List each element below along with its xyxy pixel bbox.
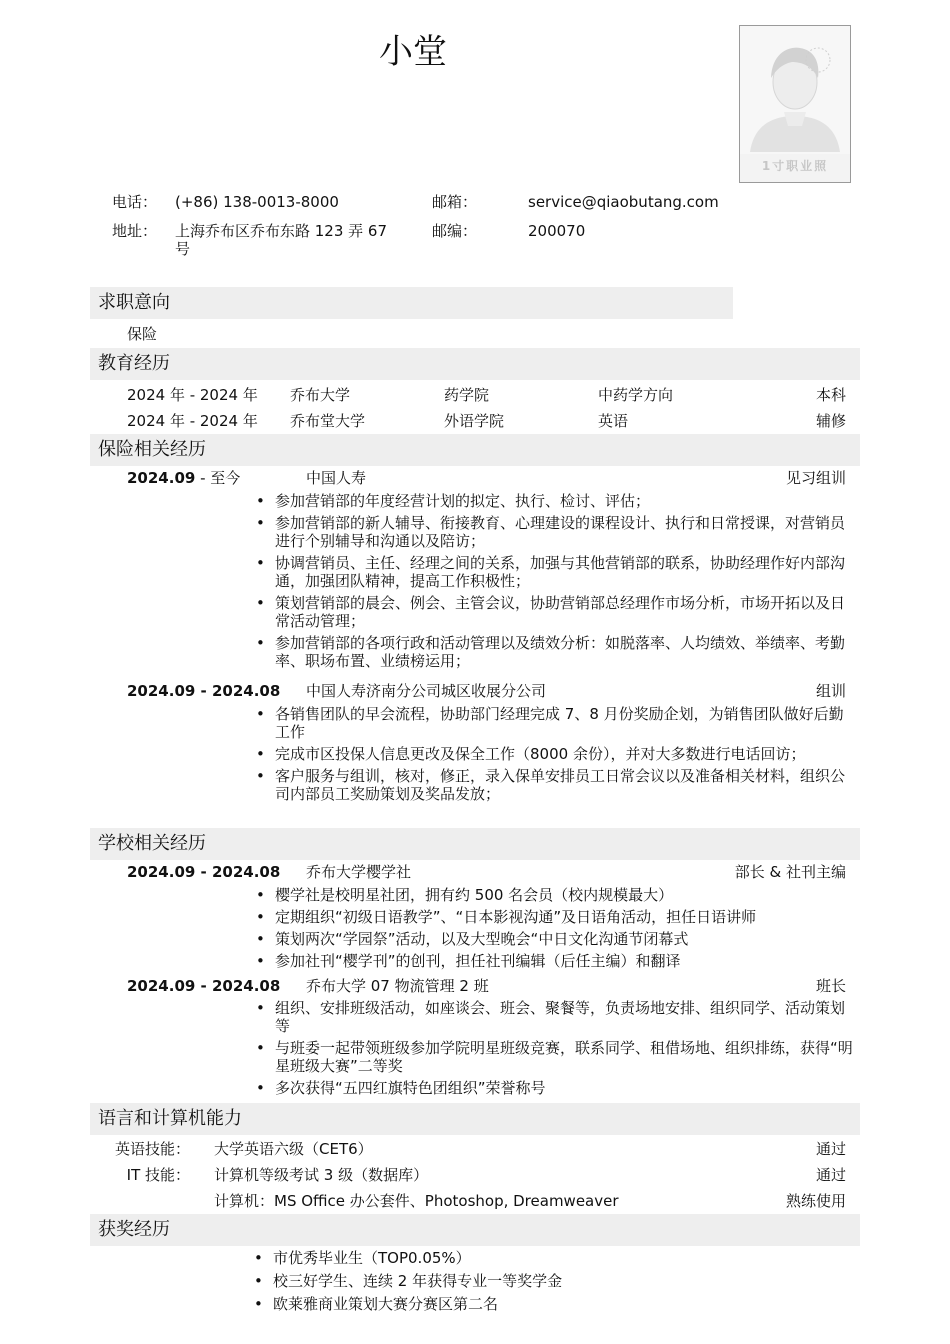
education-school: 乔布堂大学 bbox=[290, 412, 366, 430]
list-item: • 策划两次“学园祭”活动，以及大型晚会“中日文化沟通节闭幕式 bbox=[256, 930, 856, 948]
list-item: • 欧莱雅商业策划大赛分赛区第二名 bbox=[254, 1295, 854, 1313]
experience-org: 乔布大学 07 物流管理 2 班 bbox=[306, 977, 489, 995]
awards-list bbox=[254, 1249, 854, 1318]
education-period: 2024 年 - 2024 年 bbox=[127, 412, 258, 430]
list-item: • 协调营销员、主任、经理之间的关系，加强与其他营销部的联系，协助经理作好内部沟通，加强团队精神，提高工作积极性； bbox=[256, 554, 856, 590]
education-college: 外语学院 bbox=[444, 412, 505, 430]
section-education-title: 教育经历 bbox=[90, 348, 860, 380]
list-item: • 市优秀毕业生（TOP0.05%） bbox=[254, 1249, 854, 1267]
list-item: • 定期组织“初级日语教学”、“日本影视沟通”及日语角活动，担任日语讲师 bbox=[256, 908, 856, 926]
zip-value: 200070 bbox=[528, 222, 586, 240]
experience-org: 中国人寿 bbox=[306, 469, 367, 487]
experience-bullets bbox=[256, 492, 856, 674]
list-item: • 组织、安排班级活动，如座谈会、班会、聚餐等，负责场地安排、组织同学、活动策划等 bbox=[256, 999, 856, 1035]
list-item: • 校三好学生、连续 2 年获得专业一等奖学金 bbox=[254, 1272, 854, 1290]
list-item: • 参加社刊“樱学刊”的创刊，担任社刊编辑（后任主编）和翻译 bbox=[256, 952, 856, 970]
profile-photo bbox=[739, 25, 851, 183]
experience-role: 组训 bbox=[815, 682, 846, 700]
section-insurance-title: 保险相关经历 bbox=[90, 434, 860, 466]
list-item: • 参加营销部的年度经营计划的拟定、执行、检讨、评估； bbox=[256, 492, 856, 510]
education-major: 英语 bbox=[598, 412, 629, 430]
email-label: 邮箱： bbox=[432, 193, 478, 211]
skill-label: IT 技能： bbox=[126, 1166, 190, 1184]
photo-caption: 1寸职业照 bbox=[761, 159, 829, 173]
experience-period: 2024.09 - 2024.08 bbox=[127, 977, 281, 995]
zip-label: 邮编： bbox=[432, 222, 478, 240]
experience-period: 2024.09 - 2024.08 bbox=[127, 863, 281, 881]
intent-value: 保险 bbox=[127, 325, 158, 343]
skill-desc: 计算机等级考试 3 级（数据库） bbox=[214, 1166, 429, 1184]
experience-bullets bbox=[256, 886, 856, 974]
list-item: • 樱学社是校明星社团，拥有约 500 名会员（校内规模最大） bbox=[256, 886, 856, 904]
address-label: 地址： bbox=[112, 222, 158, 240]
section-skills-title: 语言和计算机能力 bbox=[90, 1103, 860, 1135]
education-college: 药学院 bbox=[444, 386, 490, 404]
skill-level: 通过 bbox=[815, 1140, 846, 1158]
education-degree: 辅修 bbox=[815, 412, 846, 430]
section-school-title: 学校相关经历 bbox=[90, 828, 860, 860]
experience-org: 中国人寿济南分公司城区收展分公司 bbox=[306, 682, 547, 700]
education-degree: 本科 bbox=[815, 386, 846, 404]
education-period: 2024 年 - 2024 年 bbox=[127, 386, 258, 404]
education-major: 中药学方向 bbox=[598, 386, 674, 404]
experience-period: 2024.09 - 2024.08 bbox=[127, 682, 281, 700]
address-line-2: 号 bbox=[175, 240, 191, 258]
list-item: • 多次获得“五四红旗特色团组织”荣誉称号 bbox=[256, 1079, 856, 1097]
list-item: • 完成市区投保人信息更改及保全工作（8000 余份），并对大多数进行电话回访； bbox=[256, 745, 856, 763]
experience-role: 部长 & 社刊主编 bbox=[734, 863, 846, 881]
phone-value: (+86) 138-0013-8000 bbox=[175, 193, 339, 211]
experience-role: 班长 bbox=[815, 977, 846, 995]
list-item: • 与班委一起带领班级参加学院明星班级竞赛，联系同学、租借场地、组织排练，获得“明星班级大赛”二等奖 bbox=[256, 1039, 856, 1075]
section-intent-title: 求职意向 bbox=[90, 287, 733, 319]
list-item: • 参加营销部的各项行政和活动管理以及绩效分析：如脱落率、人均绩效、举绩率、考勤率、职场布置、业绩榜运用； bbox=[256, 634, 856, 670]
education-school: 乔布大学 bbox=[290, 386, 351, 404]
list-item: • 各销售团队的早会流程，协助部门经理完成 7、8 月份奖励企划，为销售团队做好后勤工作 bbox=[256, 705, 856, 741]
experience-org: 乔布大学樱学社 bbox=[306, 863, 412, 881]
skill-label: 英语技能： bbox=[114, 1140, 190, 1158]
skill-desc: 计算机：MS Office 办公套件、Photoshop, Dreamweaver bbox=[214, 1192, 619, 1210]
skill-desc: 大学英语六级（CET6） bbox=[214, 1140, 373, 1158]
skill-level: 熟练使用 bbox=[785, 1192, 846, 1210]
experience-period: 2024.09 - 至今 bbox=[127, 469, 241, 487]
list-item: • 客户服务与组训，核对，修正，录入保单安排员工日常会议以及准备相关材料，组织公司内部员工奖励策划及奖品发放； bbox=[256, 767, 856, 803]
phone-label: 电话： bbox=[112, 193, 158, 211]
email-value[interactable]: service@qiaobutang.com bbox=[528, 193, 719, 211]
skill-level: 通过 bbox=[815, 1166, 846, 1184]
experience-bullets bbox=[256, 999, 856, 1101]
section-awards-title: 获奖经历 bbox=[90, 1214, 860, 1246]
experience-role: 见习组训 bbox=[785, 469, 846, 487]
list-item: • 策划营销部的晨会、例会、主管会议，协助营销部总经理作市场分析，市场开拓以及日常活动管理； bbox=[256, 594, 856, 630]
list-item: • 参加营销部的新人辅导、衔接教育、心理建设的课程设计、执行和日常授课，对营销员进行个别辅导和沟通以及陪访； bbox=[256, 514, 856, 550]
resume-name: 小堂 bbox=[379, 32, 447, 72]
experience-bullets bbox=[256, 705, 856, 807]
address-line-1: 上海乔布区乔布东路 123 弄 67 bbox=[175, 222, 388, 240]
